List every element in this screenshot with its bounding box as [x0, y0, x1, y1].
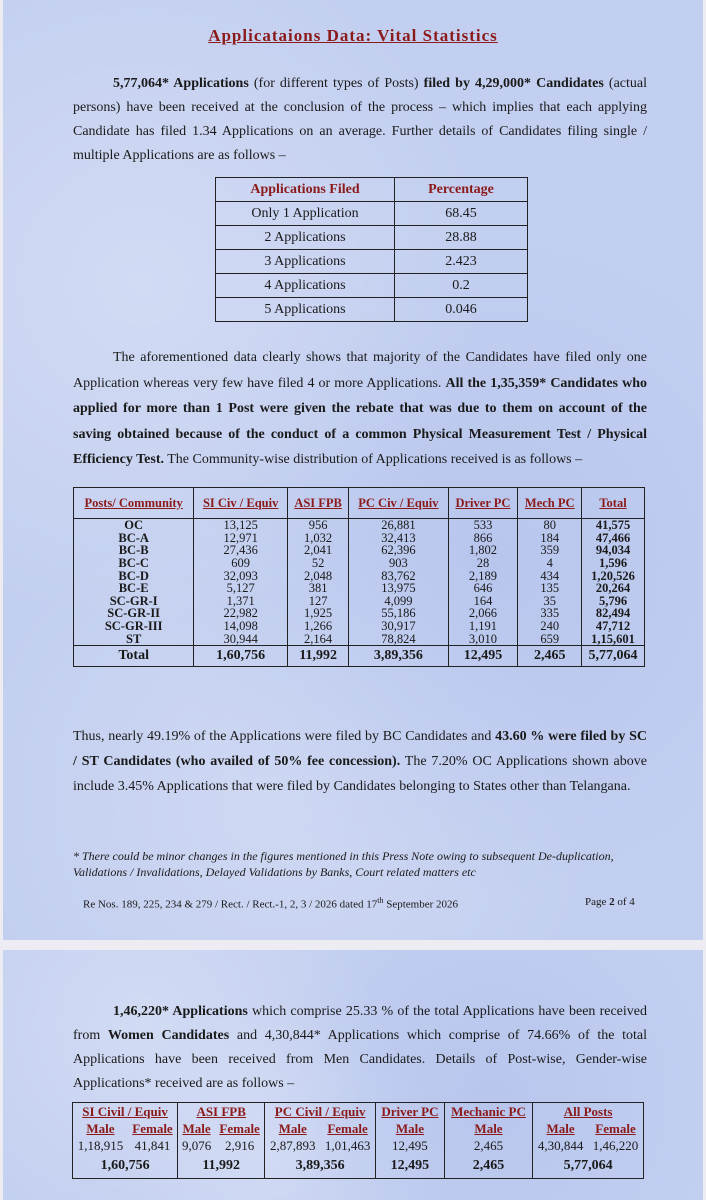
table-header-row	[216, 178, 528, 202]
table-cell: 52	[287, 557, 348, 570]
row-total: 5,796	[582, 595, 645, 608]
table-cell: 28	[448, 557, 518, 570]
table-cell: 13,975	[349, 582, 448, 595]
row-total: 82,494	[582, 607, 645, 620]
row-total: 47,466	[582, 532, 645, 545]
table-row	[74, 557, 645, 570]
gender-header: Female	[588, 1120, 643, 1137]
table-cell: 68.45	[395, 202, 528, 226]
total-cell: 11,992	[287, 645, 348, 666]
table-row	[74, 519, 645, 532]
row-total: 94,034	[582, 544, 645, 557]
community-name: BC-E	[74, 582, 194, 595]
group-header: Mechanic PC	[444, 1103, 532, 1121]
row-total: 41,575	[582, 519, 645, 532]
table-cell: 5,77,064	[533, 1154, 644, 1179]
table-cell: 62,396	[349, 544, 448, 557]
gender-header: Female	[215, 1120, 265, 1137]
gender-text: and 4,30,844* Applications which comprise of 74.66% of the total Applications have been received from Men Candidates. Details of Post-wise, Gender-wise Applications* received are as follows –	[73, 1028, 647, 1091]
table-cell: 2,189	[448, 569, 518, 582]
table-cell: 1,266	[287, 620, 348, 633]
table-cell: 2,916	[215, 1137, 265, 1154]
table-cell: 55,186	[349, 607, 448, 620]
table-cell: 2.423	[395, 250, 528, 274]
table-cell: 956	[287, 519, 348, 532]
table-row	[74, 532, 645, 545]
table-cell: 12,495	[376, 1154, 445, 1179]
table-cell: 80	[518, 519, 582, 532]
row-total: 1,596	[582, 557, 645, 570]
table-cell: 5,127	[194, 582, 288, 595]
column-header: Mech PC	[518, 488, 582, 519]
page-label: Page	[585, 896, 610, 908]
table-cell: 26,881	[349, 519, 448, 532]
table-cell: 184	[518, 532, 582, 545]
gender-header: Male	[376, 1120, 445, 1137]
table-cell: 32,413	[349, 532, 448, 545]
community-name: BC-D	[74, 569, 194, 582]
table-cell: 41,841	[128, 1137, 178, 1154]
table-cell: 609	[194, 557, 288, 570]
page-number	[585, 896, 635, 908]
table-cell: 240	[518, 620, 582, 633]
table-cell: 335	[518, 607, 582, 620]
table-cell: 1,802	[448, 544, 518, 557]
table-cell: 359	[518, 544, 582, 557]
reference-text: September 2026	[383, 898, 458, 911]
table-row	[216, 274, 528, 298]
table-cell: 2,87,893	[265, 1137, 320, 1154]
table-cell: 1,60,756	[73, 1154, 178, 1179]
analysis-text: The aforementioned data clearly shows that majority of the Candidates have filed only one Application whereas very few have filed 4 or more Applications.	[73, 350, 647, 391]
rebate-bold-text: All the 1,35,359* Candidates who applied for more than 1 Post were given the rebate that was due to them on account of the saving obtained because of the conduct of a common Physical Measurement Test / Physical Efficiency Test.	[73, 375, 647, 467]
table-cell: 135	[518, 582, 582, 595]
table-cell: 28.88	[395, 226, 528, 250]
table-cell: 2,465	[444, 1154, 532, 1179]
table-cell: 4,099	[349, 595, 448, 608]
group-header: ASI FPB	[178, 1103, 265, 1121]
table-cell: 11,992	[178, 1154, 265, 1179]
table-cell: Only 1 Application	[216, 202, 395, 226]
summary-text: Thus, nearly 49.19% of the Applications were filed by BC Candidates and	[73, 729, 496, 744]
intro-text: (actual persons) have been received at the conclusion of the process – which implies that each applying Candidate has filed 1.34 Applications on an average. Further details of Candidates filing single / multiple Applications are as follows –	[73, 76, 647, 163]
women-applications-count: 1,46,220*	[113, 1004, 169, 1019]
table-row	[74, 544, 645, 557]
table-cell: 83,762	[349, 569, 448, 582]
table-row	[74, 620, 645, 633]
table-cell: 1,191	[448, 620, 518, 633]
row-total: 1,20,526	[582, 569, 645, 582]
table-cell: 1,032	[287, 532, 348, 545]
table-cell: 1,46,220	[588, 1137, 643, 1154]
analysis-paragraph	[73, 345, 647, 473]
table-cell: 2,048	[287, 569, 348, 582]
table-cell: 3,89,356	[265, 1154, 376, 1179]
column-header: Driver PC	[448, 488, 518, 519]
intro-paragraph	[73, 72, 647, 168]
table-cell: 5 Applications	[216, 298, 395, 322]
column-header: Applications Filed	[216, 178, 395, 202]
community-name: BC-A	[74, 532, 194, 545]
table-cell: 4	[518, 557, 582, 570]
analysis-text: The Community-wise distribution of Applications received is as follows –	[164, 452, 583, 467]
community-name: SC-GR-I	[74, 595, 194, 608]
table-row	[216, 298, 528, 322]
table-cell: 2,164	[287, 632, 348, 645]
table-cell: 22,982	[194, 607, 288, 620]
column-header: SI Civ / Equiv	[194, 488, 288, 519]
table-cell: 903	[349, 557, 448, 570]
table-cell: 9,076	[178, 1137, 215, 1154]
group-header-row	[73, 1103, 644, 1121]
table-cell: 78,824	[349, 632, 448, 645]
column-header: Total	[582, 488, 645, 519]
table-cell: 4,30,844	[533, 1137, 588, 1154]
gender-header: Female	[320, 1120, 375, 1137]
table-cell: 0.046	[395, 298, 528, 322]
group-header: PC Civil / Equiv	[265, 1103, 376, 1121]
table-cell: 2,041	[287, 544, 348, 557]
group-header: SI Civil / Equiv	[73, 1103, 178, 1121]
table-cell: 30,917	[349, 620, 448, 633]
table-cell: 1,925	[287, 607, 348, 620]
sc-st-bold-text: 43.60 % were filed by SC / ST Candidates (who availed of 50% fee concession).	[73, 729, 647, 769]
total-cell: 2,465	[518, 645, 582, 666]
gender-header: Male	[444, 1120, 532, 1137]
table-row	[74, 607, 645, 620]
group-header: All Posts	[533, 1103, 644, 1121]
table-cell: 13,125	[194, 519, 288, 532]
summary-text: The 7.20% OC Applications shown above include 3.45% Applications that were filed by Candidates belonging to States other than Telangana.	[73, 754, 647, 794]
reference-superscript: th	[377, 896, 384, 905]
intro-bold-text: Candidates	[531, 76, 604, 91]
gender-header: Male	[73, 1120, 128, 1137]
table-cell: 164	[448, 595, 518, 608]
page-title: Applicataions Data: Vital Statistics	[208, 26, 498, 45]
gender-header: Male	[265, 1120, 320, 1137]
table-row	[216, 250, 528, 274]
gender-totals-row	[73, 1154, 644, 1179]
reference-line	[83, 896, 458, 911]
community-name: OC	[74, 519, 194, 532]
table-cell: 646	[448, 582, 518, 595]
total-cell: 12,495	[448, 645, 518, 666]
gender-header: Female	[128, 1120, 178, 1137]
table-cell: 3,010	[448, 632, 518, 645]
table-cell: 4 Applications	[216, 274, 395, 298]
table-cell: 30,944	[194, 632, 288, 645]
table-cell: 14,098	[194, 620, 288, 633]
page-total: of 4	[614, 896, 635, 908]
table-cell: 1,371	[194, 595, 288, 608]
community-name: BC-B	[74, 544, 194, 557]
table-cell: 3 Applications	[216, 250, 395, 274]
table-cell: 381	[287, 582, 348, 595]
summary-paragraph	[73, 724, 647, 799]
table-cell: 434	[518, 569, 582, 582]
table-cell: 2 Applications	[216, 226, 395, 250]
gender-bold-text: Women Candidates	[107, 1028, 230, 1043]
column-header: ASI FPB	[287, 488, 348, 519]
total-cell: 3,89,356	[349, 645, 448, 666]
page-current: 2	[609, 896, 615, 908]
community-name: BC-C	[74, 557, 194, 570]
table-cell: 533	[448, 519, 518, 532]
table-cell: 866	[448, 532, 518, 545]
intro-bold-text: Applications	[169, 76, 249, 91]
total-cell: Total	[74, 645, 194, 666]
group-header: Driver PC	[376, 1103, 445, 1121]
gender-bold-text: Applications	[169, 1004, 248, 1019]
gender-text: which comprise 25.33 % of the total Applications have been received from	[73, 1004, 647, 1043]
community-name: SC-GR-III	[74, 620, 194, 633]
gender-values-row	[73, 1137, 644, 1154]
total-cell: 1,60,756	[194, 645, 288, 666]
column-header: Percentage	[395, 178, 528, 202]
table-row	[74, 632, 645, 645]
row-total: 1,15,601	[582, 632, 645, 645]
table-cell: 12,495	[376, 1137, 445, 1154]
community-name: SC-GR-II	[74, 607, 194, 620]
column-header: PC Civ / Equiv	[349, 488, 448, 519]
gender-wise-table	[72, 1102, 644, 1179]
table-header-row	[74, 488, 645, 519]
intro-bold-text: filed by 4,29,000*	[423, 76, 532, 91]
table-cell: 1,18,915	[73, 1137, 128, 1154]
table-row	[74, 569, 645, 582]
total-row	[74, 645, 645, 666]
document-page-2	[3, 0, 703, 940]
community-name: ST	[74, 632, 194, 645]
table-cell: 2,066	[448, 607, 518, 620]
applications-filed-table	[215, 177, 528, 322]
table-cell: 0.2	[395, 274, 528, 298]
gender-header: Male	[178, 1120, 215, 1137]
table-cell: 1,01,463	[320, 1137, 375, 1154]
table-cell: 32,093	[194, 569, 288, 582]
intro-applications-count: 5,77,064*	[113, 76, 169, 91]
gender-header-row	[73, 1120, 644, 1137]
column-header: Posts/ Community	[74, 488, 194, 519]
table-row	[74, 582, 645, 595]
intro-text: (for different types of Posts)	[248, 76, 424, 91]
table-cell: 27,436	[194, 544, 288, 557]
reference-text: Re Nos. 189, 225, 234 & 279 / Rect. / Rect.-1, 2, 3 / 2026 dated 17	[83, 898, 378, 911]
row-total: 20,264	[582, 582, 645, 595]
table-cell: 35	[518, 595, 582, 608]
gender-header: Male	[533, 1120, 588, 1137]
total-cell: 5,77,064	[582, 645, 645, 666]
table-cell: 127	[287, 595, 348, 608]
table-row	[216, 202, 528, 226]
community-table-body	[74, 519, 645, 667]
footnote: * There could be minor changes in the figures mentioned in this Press Note owing to subsequent De-duplication, Validations / Invalidations, Delayed Validations by Banks, Court related matters etc	[73, 849, 614, 879]
row-total: 47,712	[582, 620, 645, 633]
table-row	[216, 226, 528, 250]
table-row	[74, 595, 645, 608]
table-cell: 659	[518, 632, 582, 645]
table-cell: 12,971	[194, 532, 288, 545]
community-wise-table	[73, 487, 645, 667]
gender-paragraph	[73, 1000, 647, 1096]
table-cell: 2,465	[444, 1137, 532, 1154]
